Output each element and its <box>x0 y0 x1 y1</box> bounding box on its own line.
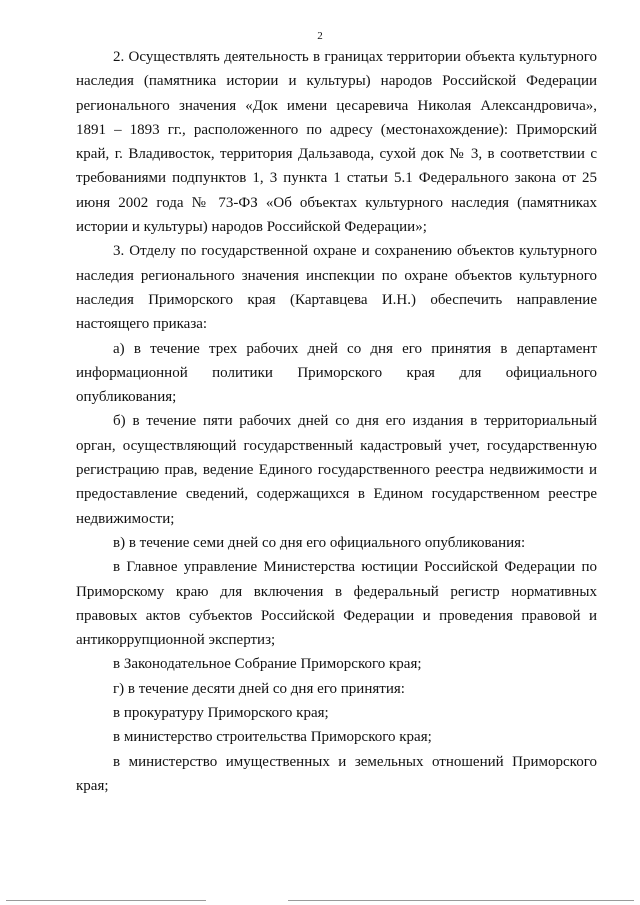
text-line: наследия (памятника истории и культуры) народов Российской Федерации <box>76 73 597 90</box>
text-line: наследия регионального значения инспекции по охране объектов культурного <box>76 267 597 284</box>
document-body <box>76 45 597 798</box>
paragraph <box>76 239 597 336</box>
text-line: в прокуратуру Приморского края; <box>113 705 329 722</box>
paragraph <box>76 677 597 701</box>
text-line: а) в течение трех рабочих дней со дня его принятия в департамент <box>113 340 597 357</box>
text-line: край, г. Владивосток, территория Дальзавода, сухой док № 3, в соответствии с <box>76 146 597 163</box>
text-line: в Главное управление Министерства юстиции Российской Федерации по <box>113 559 597 576</box>
text-line: недвижимости; <box>76 510 175 527</box>
text-line: в) в течение семи дней со дня его официального опубликования: <box>113 534 526 551</box>
paragraph <box>76 409 597 530</box>
paragraph <box>76 725 597 749</box>
text-line: регистрацию прав, ведение Единого государственного реестра недвижимости и <box>76 462 597 479</box>
text-line: июня 2002 года № 73-ФЗ «Об объектах культурного наследия (памятниках <box>76 194 597 211</box>
paragraph <box>76 45 597 239</box>
text-line: наследия Приморского края (Картавцева И.Н.) обеспечить направление <box>76 291 597 308</box>
paragraph <box>76 750 597 799</box>
text-line: предоставление сведений, содержащихся в Едином государственном реестре <box>76 486 597 503</box>
text-line: правовых актов субъектов Российской Федерации и проведения правовой и <box>76 607 597 624</box>
text-line: 2. Осуществлять деятельность в границах территории объекта культурного <box>113 49 597 65</box>
text-line: г) в течение десяти дней со дня его принятия: <box>113 680 405 697</box>
paragraph <box>76 337 597 410</box>
text-line: б) в течение пяти рабочих дней со дня его издания в территориальный <box>113 413 597 430</box>
page-number: 2 <box>317 30 323 42</box>
text-line: 3. Отделу по государственной охране и сохранению объектов культурного <box>113 243 597 260</box>
paragraph <box>76 701 597 725</box>
paragraph <box>76 555 597 652</box>
text-line: требованиями подпунктов 1, 3 пункта 1 статьи 5.1 Федерального закона от 25 <box>76 170 597 187</box>
text-line: края; <box>76 777 109 794</box>
text-line: орган, осуществляющий государственный кадастровый учет, государственную <box>76 437 597 454</box>
text-line: информационной политики Приморского края для официального <box>76 364 597 381</box>
text-line: в министерство имущественных и земельных отношений Приморского <box>113 753 597 770</box>
text-line: опубликования; <box>76 389 177 406</box>
text-line: настоящего приказа: <box>76 316 208 333</box>
text-line: 1891 – 1893 гг., расположенного по адресу (местонахождение): Приморский <box>76 121 597 138</box>
text-line: в Законодательное Собрание Приморского края; <box>113 656 422 673</box>
text-line: регионального значения «Док имени цесаревича Николая Александровича», <box>76 97 597 114</box>
paragraph <box>76 531 597 555</box>
scan-edge-line <box>6 900 206 901</box>
text-line: антикоррупционной экспертиз; <box>76 632 276 649</box>
paragraph <box>76 652 597 676</box>
scan-edge-line <box>288 900 634 901</box>
text-line: Приморскому краю для включения в федеральный регистр нормативных <box>76 583 597 600</box>
text-line: в министерство строительства Приморского края; <box>113 729 432 746</box>
text-line: истории и культуры) народов Российской Федерации»; <box>76 219 427 236</box>
